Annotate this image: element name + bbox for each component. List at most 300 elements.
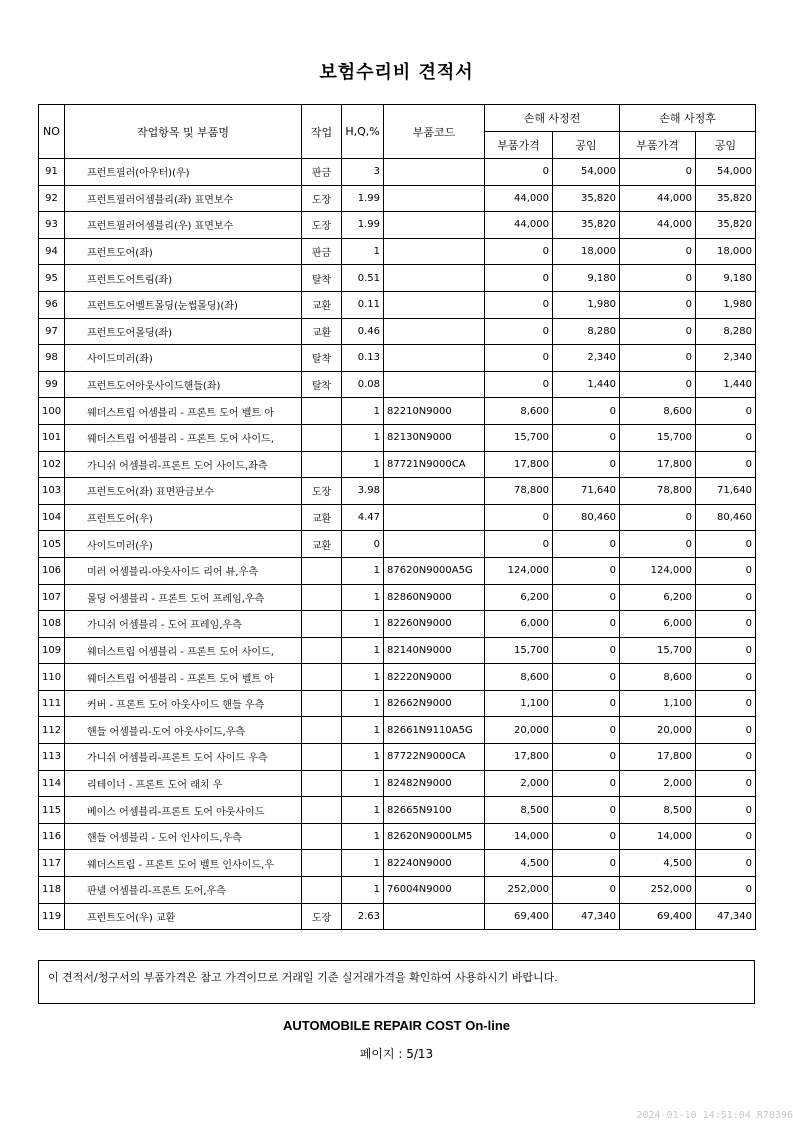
row-hq-text: 1 [373, 432, 380, 444]
row-before-labor [553, 637, 620, 664]
row-after-part-price-text: 4,500 [663, 857, 693, 869]
row-after-labor [696, 823, 756, 850]
row-before-part-price-text: 15,700 [514, 644, 549, 656]
row-part-code [384, 717, 485, 744]
row-before-part-price-text: 44,000 [514, 219, 549, 231]
table-row [39, 345, 756, 372]
row-before-part-price [485, 557, 553, 584]
row-no [39, 557, 65, 584]
row-work-type [302, 159, 342, 186]
row-hq-text: 1 [373, 565, 380, 577]
row-item-name [65, 611, 302, 638]
row-before-part-price-text: 0 [542, 166, 549, 178]
row-item-name [65, 291, 302, 318]
row-after-labor-text: 35,820 [717, 192, 753, 204]
row-hq-text: 0.51 [357, 272, 380, 284]
row-work-type [302, 531, 342, 558]
row-hq [342, 504, 384, 531]
row-part-code-text: 87722N9000CA [387, 751, 466, 763]
row-no-text: 110 [42, 671, 62, 683]
row-before-part-price-text: 15,700 [514, 432, 549, 444]
row-before-part-price-text: 0 [542, 246, 549, 258]
row-no-text: 108 [42, 618, 62, 630]
row-before-labor-text: 0 [609, 405, 617, 417]
row-before-part-price-text: 6,200 [520, 591, 549, 603]
row-part-code [384, 823, 485, 850]
row-no-text: 105 [42, 538, 62, 550]
row-hq-text: 1 [373, 698, 380, 710]
row-before-labor [553, 478, 620, 505]
row-part-code-text: 82665N9100 [387, 804, 452, 816]
row-no [39, 212, 65, 239]
row-work-type-text: 탈착 [311, 274, 332, 286]
row-after-part-price [620, 371, 696, 398]
row-before-part-price [485, 318, 553, 345]
row-before-part-price-text: 8,600 [520, 671, 549, 683]
row-after-part-price-text: 15,700 [657, 432, 693, 444]
row-before-labor-text: 1,980 [587, 299, 617, 311]
row-hq-text: 1 [373, 857, 380, 869]
row-after-labor [696, 238, 756, 265]
row-before-part-price-text: 4,500 [520, 857, 549, 869]
row-item-name [65, 159, 302, 186]
row-item-name-text: 가니쉬 어셈블리-프론트 도어 사이드 우측 [87, 753, 268, 765]
row-hq-text: 1 [373, 884, 380, 896]
row-item-name-text: 프런트도어벨트몰딩(눈썹몰딩)(좌) [87, 301, 238, 313]
row-part-code [384, 770, 485, 797]
row-before-part-price-text: 0 [542, 379, 549, 391]
row-part-code [384, 291, 485, 318]
row-after-part-price-text: 0 [685, 325, 693, 337]
row-after-labor-text: 0 [745, 538, 753, 550]
table-row [39, 717, 756, 744]
header-before-part-price: 부품가격 [485, 132, 553, 159]
row-after-part-price [620, 185, 696, 212]
table-row [39, 690, 756, 717]
row-hq-text: 0 [373, 538, 380, 550]
row-before-labor-text: 9,180 [587, 272, 617, 284]
row-work-type [302, 611, 342, 638]
row-after-labor-text: 54,000 [717, 166, 753, 178]
row-no-text: 119 [42, 910, 62, 922]
row-before-part-price [485, 478, 553, 505]
row-item-name [65, 478, 302, 505]
row-after-part-price [620, 159, 696, 186]
row-after-part-price-text: 0 [685, 246, 693, 258]
row-after-labor [696, 345, 756, 372]
row-item-name-text: 커버 - 프론트 도어 아웃사이드 핸들 우측 [87, 700, 265, 712]
row-no [39, 291, 65, 318]
row-after-part-price-text: 8,500 [663, 804, 693, 816]
row-no-text: 101 [42, 432, 62, 444]
row-no-text: 102 [42, 458, 62, 470]
row-hq-text: 0.13 [357, 352, 380, 364]
row-after-labor-text: 0 [745, 804, 753, 816]
row-hq [342, 531, 384, 558]
row-work-type-text: 교환 [311, 327, 332, 339]
row-after-part-price [620, 238, 696, 265]
price-notice: 이 견적서/청구서의 부품가격은 참고 가격이므로 거래일 기준 실거래가격을 확인하여 사용하시기 바랍니다. [38, 960, 755, 1004]
row-work-type [302, 717, 342, 744]
row-no [39, 478, 65, 505]
row-work-type-text: 도장 [311, 194, 332, 206]
row-item-name [65, 531, 302, 558]
row-after-labor-text: 8,280 [723, 325, 753, 337]
row-item-name-text: 웨더스트립 어셈블리 - 프론트 도어 벨트 아 [87, 407, 274, 419]
row-before-labor-text: 0 [609, 671, 617, 683]
table-row [39, 451, 756, 478]
row-item-name-text: 가니쉬 어셈블리 - 도어 프레임,우측 [87, 620, 242, 632]
row-after-part-price [620, 531, 696, 558]
row-hq-text: 1 [373, 831, 380, 843]
row-part-code [384, 212, 485, 239]
row-before-part-price-text: 8,600 [520, 405, 549, 417]
estimate-rows [39, 159, 756, 930]
row-hq [342, 611, 384, 638]
row-hq-text: 1 [373, 644, 380, 656]
row-hq [342, 345, 384, 372]
row-item-name-text: 핸들 어셈블리 - 도어 인사이드,우측 [87, 833, 242, 845]
row-before-part-price-text: 124,000 [507, 565, 549, 577]
row-after-part-price-text: 0 [685, 272, 693, 284]
row-hq [342, 291, 384, 318]
table-row [39, 744, 756, 771]
row-after-part-price-text: 17,800 [657, 751, 693, 763]
row-before-part-price [485, 371, 553, 398]
row-after-part-price [620, 690, 696, 717]
row-part-code [384, 903, 485, 930]
row-before-part-price-text: 252,000 [507, 884, 549, 896]
row-before-labor-text: 0 [609, 618, 617, 630]
row-after-labor-text: 0 [745, 698, 753, 710]
row-hq [342, 557, 384, 584]
row-before-part-price [485, 212, 553, 239]
row-work-type-text: 탈착 [311, 381, 332, 393]
row-after-labor-text: 0 [745, 857, 753, 869]
row-item-name-text: 웨더스트립 - 프론트 도어 벨트 인사이드,우 [87, 859, 274, 871]
document-title: 보험수리비 견적서 [319, 62, 474, 83]
row-hq [342, 903, 384, 930]
row-hq-text: 4.47 [357, 512, 380, 524]
table-row [39, 903, 756, 930]
row-work-type [302, 424, 342, 451]
row-after-labor [696, 265, 756, 292]
row-item-name [65, 903, 302, 930]
row-item-name-text: 프런트도어아웃사이드핸들(좌) [87, 381, 221, 393]
row-before-part-price-text: 8,500 [520, 804, 549, 816]
row-after-labor [696, 557, 756, 584]
row-after-part-price-text: 0 [685, 352, 693, 364]
table-row [39, 611, 756, 638]
row-part-code [384, 318, 485, 345]
row-before-part-price [485, 531, 553, 558]
row-after-part-price [620, 318, 696, 345]
row-item-name-text: 프런트필러어셈블리(우) 표면보수 [87, 221, 234, 233]
row-before-part-price [485, 265, 553, 292]
row-hq [342, 850, 384, 877]
row-after-part-price-text: 6,000 [663, 618, 693, 630]
row-hq-text: 0.46 [357, 325, 380, 337]
row-no [39, 903, 65, 930]
row-hq-text: 1 [373, 618, 380, 630]
row-work-type [302, 371, 342, 398]
row-before-labor-text: 47,340 [581, 910, 617, 922]
row-before-labor-text: 35,820 [581, 219, 617, 231]
table-row [39, 318, 756, 345]
row-hq-text: 1 [373, 458, 380, 470]
row-part-code [384, 238, 485, 265]
row-item-name [65, 504, 302, 531]
row-no [39, 690, 65, 717]
row-item-name-text: 사이드미러(우) [87, 540, 153, 552]
row-before-part-price-text: 78,800 [514, 485, 549, 497]
row-after-labor-text: 0 [745, 405, 753, 417]
row-after-part-price [620, 451, 696, 478]
row-before-labor [553, 797, 620, 824]
row-part-code-text: 82260N9000 [387, 618, 452, 630]
row-after-labor-text: 0 [745, 432, 753, 444]
row-no-text: 94 [45, 246, 58, 258]
row-after-labor [696, 212, 756, 239]
row-no [39, 265, 65, 292]
row-hq-text: 1 [373, 405, 380, 417]
row-before-labor [553, 690, 620, 717]
row-part-code [384, 504, 485, 531]
row-part-code-text: 82620N9000LM5 [387, 831, 473, 843]
page-number: 페이지 : 5/13 [359, 1047, 434, 1061]
row-work-type [302, 318, 342, 345]
header-no: NO [39, 105, 65, 159]
row-before-part-price [485, 797, 553, 824]
row-work-type-text: 도장 [311, 912, 332, 924]
row-before-part-price-text: 14,000 [514, 831, 549, 843]
table-row [39, 265, 756, 292]
row-before-part-price [485, 664, 553, 691]
row-before-part-price [485, 345, 553, 372]
row-before-part-price [485, 850, 553, 877]
row-after-labor-text: 18,000 [717, 246, 753, 258]
table-row [39, 212, 756, 239]
row-before-part-price-text: 6,000 [520, 618, 549, 630]
row-item-name [65, 345, 302, 372]
row-hq [342, 238, 384, 265]
row-after-part-price-text: 44,000 [657, 192, 693, 204]
row-work-type [302, 557, 342, 584]
row-before-labor-text: 0 [609, 751, 617, 763]
row-no [39, 877, 65, 904]
row-before-part-price [485, 584, 553, 611]
row-work-type [302, 770, 342, 797]
row-item-name [65, 557, 302, 584]
row-item-name [65, 584, 302, 611]
row-after-part-price-text: 0 [685, 166, 693, 178]
row-after-labor [696, 159, 756, 186]
row-part-code-text: 82130N9000 [387, 432, 452, 444]
row-after-labor [696, 398, 756, 425]
header-hq: H,Q,% [342, 105, 384, 159]
row-after-part-price [620, 478, 696, 505]
row-after-labor [696, 291, 756, 318]
row-before-labor [553, 371, 620, 398]
row-hq-text: 1 [373, 724, 380, 736]
row-no [39, 185, 65, 212]
row-item-name-text: 프런트도어몰딩(좌) [87, 327, 173, 339]
row-work-type [302, 744, 342, 771]
row-after-part-price-text: 20,000 [657, 724, 693, 736]
row-after-part-price [620, 611, 696, 638]
row-hq [342, 185, 384, 212]
row-hq [342, 717, 384, 744]
table-row [39, 850, 756, 877]
row-before-part-price [485, 185, 553, 212]
row-hq [342, 265, 384, 292]
row-before-labor-text: 0 [609, 831, 617, 843]
row-before-labor [553, 424, 620, 451]
header-work: 작업 [302, 105, 342, 159]
row-before-part-price-text: 0 [542, 299, 549, 311]
row-before-labor [553, 611, 620, 638]
row-no-text: 103 [42, 485, 62, 497]
row-before-labor [553, 823, 620, 850]
row-before-labor-text: 0 [609, 432, 617, 444]
header-before-assessment: 손해 사정전 [485, 105, 620, 132]
row-after-labor-text: 47,340 [717, 910, 753, 922]
row-item-name [65, 185, 302, 212]
row-after-labor-text: 0 [745, 751, 753, 763]
row-after-labor [696, 797, 756, 824]
row-before-labor [553, 185, 620, 212]
row-after-part-price-text: 124,000 [650, 565, 693, 577]
row-hq-text: 1.99 [357, 192, 380, 204]
row-item-name-text: 프런트도어(좌) [87, 248, 153, 260]
row-after-part-price-text: 8,600 [663, 671, 693, 683]
row-before-labor-text: 0 [609, 857, 617, 869]
row-part-code [384, 637, 485, 664]
row-hq [342, 690, 384, 717]
row-hq-text: 0.08 [357, 379, 380, 391]
row-item-name [65, 424, 302, 451]
row-item-name [65, 265, 302, 292]
row-after-part-price [620, 797, 696, 824]
row-part-code-text: 82140N9000 [387, 644, 452, 656]
table-row [39, 797, 756, 824]
row-hq-text: 1 [373, 751, 380, 763]
row-after-part-price [620, 744, 696, 771]
row-no [39, 744, 65, 771]
row-after-part-price [620, 398, 696, 425]
row-hq [342, 424, 384, 451]
table-row [39, 877, 756, 904]
row-before-labor-text: 0 [609, 698, 617, 710]
row-hq [342, 584, 384, 611]
row-hq [342, 877, 384, 904]
row-part-code-text: 87620N9000A5G [387, 565, 473, 577]
row-work-type-text: 교환 [311, 514, 332, 526]
row-no [39, 371, 65, 398]
row-before-part-price [485, 504, 553, 531]
row-before-labor-text: 0 [609, 458, 617, 470]
row-before-part-price [485, 637, 553, 664]
row-before-labor-text: 0 [609, 538, 617, 550]
row-item-name [65, 238, 302, 265]
row-item-name [65, 398, 302, 425]
row-work-type [302, 185, 342, 212]
row-no [39, 159, 65, 186]
table-row [39, 664, 756, 691]
row-hq-text: 2.63 [357, 910, 380, 922]
row-item-name [65, 850, 302, 877]
row-no-text: 111 [42, 698, 62, 710]
row-hq [342, 159, 384, 186]
row-before-labor [553, 212, 620, 239]
row-before-labor-text: 0 [609, 777, 617, 789]
row-item-name-text: 가니쉬 어셈블리-프론트 도어 사이드,좌측 [87, 460, 268, 472]
row-after-part-price-text: 1,100 [663, 698, 693, 710]
table-row [39, 398, 756, 425]
row-part-code [384, 424, 485, 451]
row-no [39, 318, 65, 345]
row-before-part-price [485, 398, 553, 425]
row-after-labor [696, 717, 756, 744]
row-before-labor [553, 291, 620, 318]
row-hq-text: 3.98 [357, 485, 380, 497]
row-item-name-text: 웨더스트립 어셈블리 - 프론트 도어 사이드, [87, 434, 274, 446]
header-item: 작업항목 및 부품명 [65, 105, 302, 159]
row-after-labor [696, 637, 756, 664]
row-before-part-price-text: 17,800 [514, 458, 549, 470]
row-before-labor [553, 877, 620, 904]
row-before-labor-text: 0 [609, 804, 617, 816]
table-row [39, 238, 756, 265]
row-after-labor [696, 185, 756, 212]
row-no-text: 100 [42, 405, 62, 417]
row-work-type [302, 345, 342, 372]
row-item-name [65, 877, 302, 904]
row-after-labor [696, 584, 756, 611]
row-item-name [65, 770, 302, 797]
row-before-part-price [485, 823, 553, 850]
row-hq [342, 371, 384, 398]
row-part-code-text: 82661N9110A5G [387, 724, 473, 736]
row-hq-text: 1.99 [357, 219, 380, 231]
row-no [39, 424, 65, 451]
row-hq-text: 1 [373, 804, 380, 816]
row-no [39, 797, 65, 824]
footer-brand: AUTOMOBILE REPAIR COST On-line [282, 1018, 511, 1033]
table-row [39, 478, 756, 505]
row-before-part-price [485, 903, 553, 930]
row-before-labor-text: 80,460 [581, 512, 617, 524]
row-no [39, 611, 65, 638]
row-part-code-text: 82220N9000 [387, 671, 452, 683]
row-before-part-price [485, 744, 553, 771]
row-before-part-price [485, 717, 553, 744]
row-after-part-price [620, 770, 696, 797]
row-item-name-text: 몰딩 어셈블리 - 프론트 도어 프레임,우측 [87, 593, 265, 605]
row-no [39, 850, 65, 877]
row-after-labor [696, 690, 756, 717]
row-part-code [384, 557, 485, 584]
row-hq-text: 3 [373, 166, 380, 178]
row-before-part-price [485, 159, 553, 186]
row-after-part-price-text: 8,600 [663, 405, 693, 417]
row-hq [342, 637, 384, 664]
row-after-part-price [620, 903, 696, 930]
row-work-type-text: 판금 [311, 168, 332, 180]
row-no-text: 104 [42, 512, 62, 524]
row-no-text: 92 [45, 192, 58, 204]
row-after-labor-text: 0 [745, 565, 753, 577]
